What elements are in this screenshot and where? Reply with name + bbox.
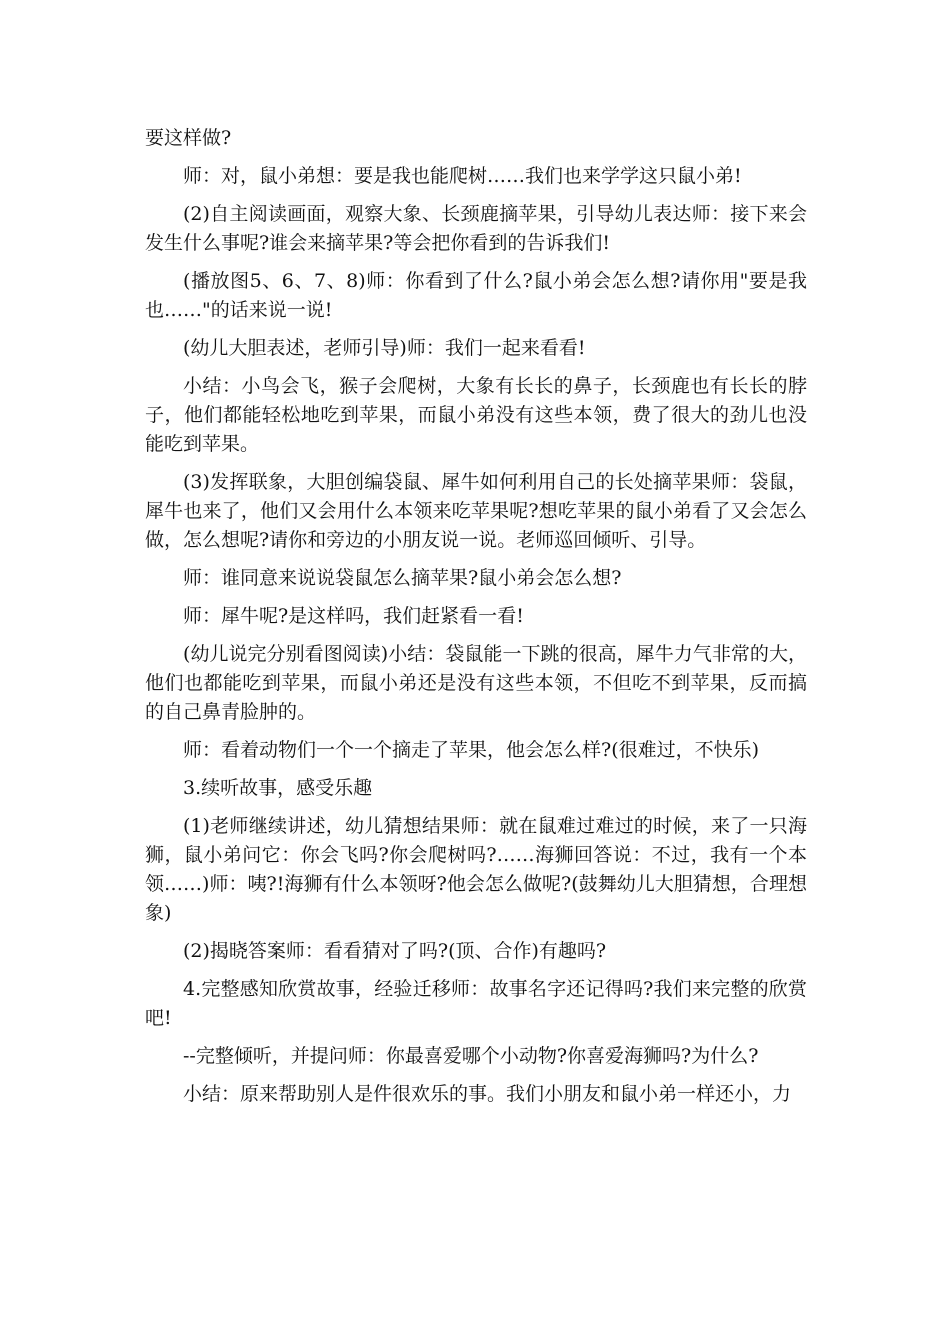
- paragraph-3: (2)自主阅读画面，观察大象、长颈鹿摘苹果，引导幼儿表达师：接下来会发生什么事呢?谁会来摘苹果?等会把你看到的告诉我们!: [145, 203, 807, 254]
- paragraph-10: (幼儿说完分别看图阅读)小结：袋鼠能一下跳的很高，犀牛力气非常的大，他们也都能吃到苹果，而鼠小弟还是没有这些本领，不但吃不到苹果，反而搞的自己鼻青脸肿的。: [145, 643, 807, 723]
- paragraph-6: 小结：小鸟会飞，猴子会爬树，大象有长长的鼻子，长颈鹿也有长长的脖子，他们都能轻松地吃到苹果，而鼠小弟没有这些本领，费了很大的劲儿也没能吃到苹果。: [145, 375, 807, 455]
- paragraph-15: 4.完整感知欣赏故事，经验迁移师：故事名字还记得吗?我们来完整的欣赏吧!: [145, 978, 807, 1029]
- paragraph-12: 3.续听故事，感受乐趣: [183, 777, 373, 799]
- paragraph-9: 师：犀牛呢?是这样吗，我们赶紧看一看!: [183, 605, 524, 627]
- paragraph-13: (1)老师继续讲述，幼儿猜想结果师：就在鼠难过难过的时候，来了一只海狮，鼠小弟问它：你会飞吗?你会爬树吗?……海狮回答说：不过，我有一个本领……)师：咦?!海狮有什么本领呀?他会怎么做呢?(鼓舞幼儿大胆猜想，合理想象): [145, 815, 807, 924]
- paragraph-8: 师：谁同意来说说袋鼠怎么摘苹果?鼠小弟会怎么想?: [183, 567, 622, 589]
- paragraph-14: (2)揭晓答案师：看看猜对了吗?(顶、合作)有趣吗?: [183, 940, 607, 962]
- document-body: [145, 124, 807, 1118]
- paragraph-4: (播放图5、6、7、8)师：你看到了什么?鼠小弟会怎么想?请你用"要是我也……"的话来说一说!: [145, 270, 807, 321]
- paragraph-11: 师：看着动物们一个一个摘走了苹果，他会怎么样?(很难过，不快乐): [183, 739, 760, 761]
- paragraph-17: 小结：原来帮助别人是件很欢乐的事。我们小朋友和鼠小弟一样还小，力: [183, 1083, 792, 1105]
- paragraph-2: 师：对，鼠小弟想：要是我也能爬树……我们也来学学这只鼠小弟!: [183, 165, 742, 187]
- paragraph-7: (3)发挥联象，大胆创编袋鼠、犀牛如何利用自己的长处摘苹果师：袋鼠，犀牛也来了，他们又会用什么本领来吃苹果呢?想吃苹果的鼠小弟看了又会怎么做，怎么想呢?请你和旁边的小朋友说一说。老师巡回倾听、引导。: [145, 471, 807, 551]
- paragraph-1: 要这样做?: [145, 127, 232, 149]
- paragraph-5: (幼儿大胆表述，老师引导)师：我们一起来看看!: [183, 337, 586, 359]
- paragraph-16: --完整倾听，并提问师：你最喜爱哪个小动物?你喜爱海狮吗?为什么?: [183, 1045, 759, 1067]
